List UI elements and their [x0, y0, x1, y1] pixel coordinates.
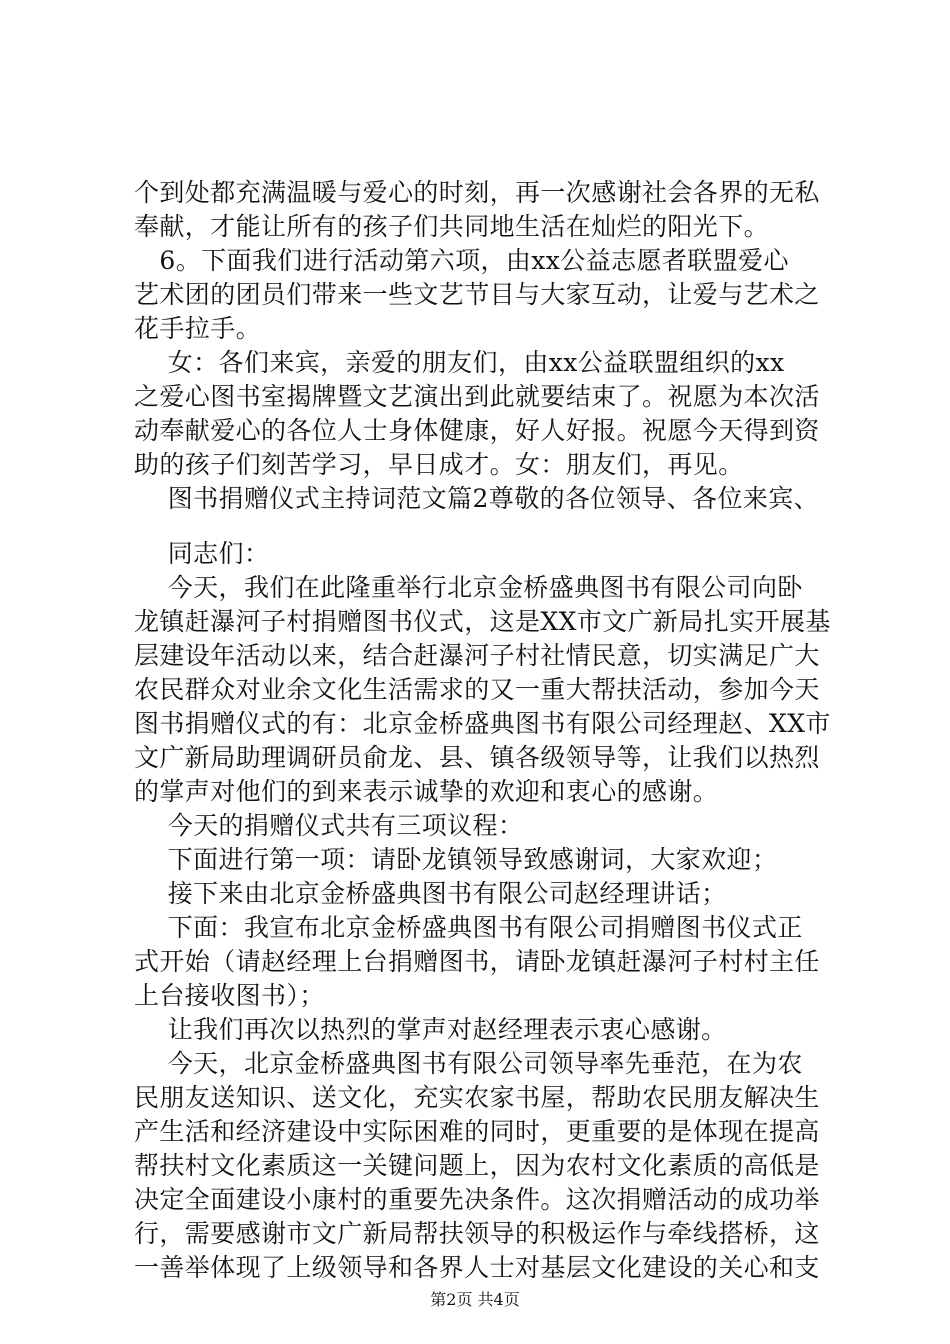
text-line: 龙镇赶瀑河子村捐赠图书仪式，这是XX市文广新局扎实开展基 — [134, 607, 831, 636]
text-line: 决定全面建设小康村的重要先决条件。这次捐赠活动的成功举 — [134, 1185, 820, 1214]
text-line: 花手拉手。 — [134, 314, 262, 343]
text-line: 接下来由北京金桥盛典图书有限公司赵经理讲话； — [134, 879, 727, 908]
text-line: 让我们再次以热烈的掌声对赵经理表示衷心感谢。 — [134, 1015, 727, 1044]
page-number-footer: 第2页 共4页 — [430, 1290, 520, 1309]
text-line: 之爱心图书室揭牌暨文艺演出到此就要结束了。祝愿为本次活 — [134, 382, 820, 411]
text-line: 助的孩子们刻苦学习，早日成才。女：朋友们，再见。 — [134, 450, 744, 479]
text-line: 层建设年活动以来，结合赶瀑河子村社情民意，切实满足广大 — [134, 641, 820, 670]
text-line: 艺术团的团员们带来一些文艺节目与大家互动，让爱与艺术之 — [134, 280, 820, 309]
text-line: 下面：我宣布北京金桥盛典图书有限公司捐赠图书仪式正 — [134, 913, 803, 942]
text-line: 的掌声对他们的到来表示诚挚的欢迎和衷心的感谢。 — [134, 777, 719, 806]
text-line: 文广新局助理调研员俞龙、县、镇各级领导等，让我们以热烈 — [134, 743, 820, 772]
text-line: 同志们： — [134, 539, 270, 568]
text-line: 图书捐赠仪式主持词范文篇2尊敬的各位领导、各位来宾、 — [134, 484, 820, 513]
text-line: 产生活和经济建设中实际困难的同时，更重要的是体现在提高 — [134, 1117, 820, 1146]
text-line: 上台接收图书）； — [134, 981, 325, 1010]
text-line: 今天的捐赠仪式共有三项议程： — [134, 811, 524, 840]
text-line: 图书捐赠仪式的有：北京金桥盛典图书有限公司经理赵、XX市 — [134, 709, 831, 738]
text-line: 一善举体现了上级领导和各界人士对基层文化建设的关心和支 — [134, 1253, 820, 1282]
text-line: 奉献，才能让所有的孩子们共同地生活在灿烂的阳光下。 — [134, 212, 770, 241]
text-line: 农民群众对业余文化生活需求的又一重大帮扶活动，参加今天 — [134, 675, 820, 704]
text-line: 动奉献爱心的各位人士身体健康，好人好报。祝愿今天得到资 — [134, 416, 820, 445]
text-line: 今天，我们在此隆重举行北京金桥盛典图书有限公司向卧 — [134, 573, 803, 602]
text-line: 帮扶村文化素质这一关键问题上，因为农村文化素质的高低是 — [134, 1151, 820, 1180]
text-line: 行，需要感谢市文广新局帮扶领导的积极运作与牵线搭桥，这 — [134, 1219, 820, 1248]
text-line: 女：各们来宾，亲爱的朋友们，由xx公益联盟组织的xx — [134, 348, 785, 377]
text-line: 民朋友送知识、送文化，充实农家书屋，帮助农民朋友解决生 — [134, 1083, 820, 1112]
text-line: 个到处都充满温暖与爱心的时刻，再一次感谢社会各界的无私 — [134, 178, 820, 207]
text-line: 今天，北京金桥盛典图书有限公司领导率先垂范，在为农 — [134, 1049, 803, 1078]
text-line: 式开始（请赵经理上台捐赠图书，请卧龙镇赶瀑河子村村主任 — [134, 947, 820, 976]
text-line: 6。下面我们进行活动第六项，由xx公益志愿者联盟爱心 — [134, 246, 789, 275]
text-line: 下面进行第一项：请卧龙镇领导致感谢词，大家欢迎； — [134, 845, 778, 874]
